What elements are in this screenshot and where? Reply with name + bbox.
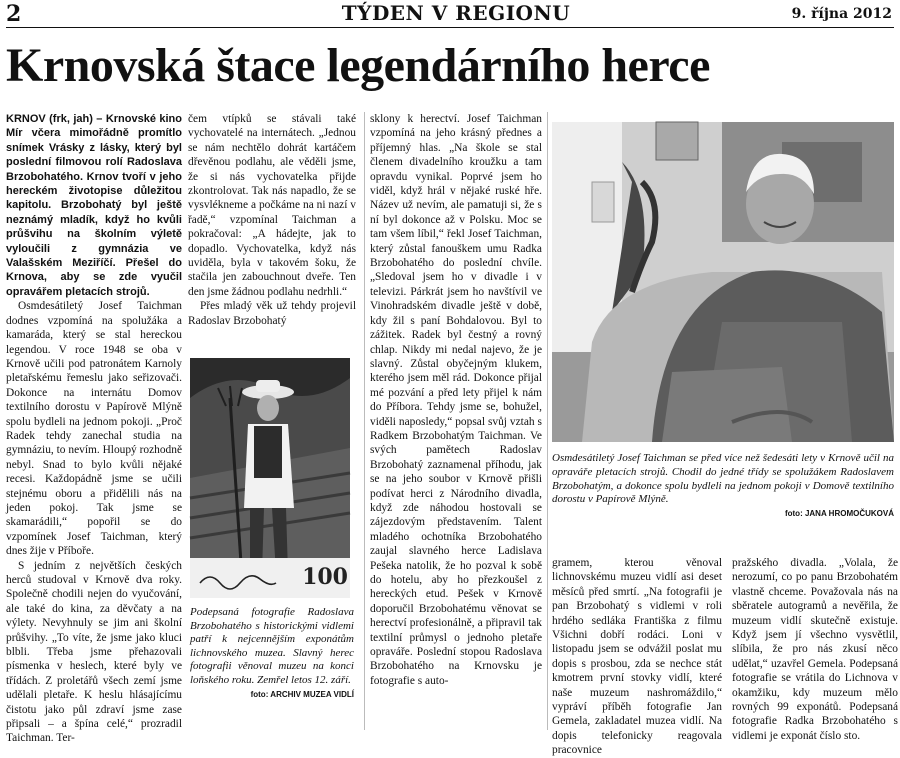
autographed-photo — [190, 358, 350, 598]
article-column-2 — [188, 112, 356, 352]
photo-actor-with-pitchfork — [190, 358, 350, 598]
article-paragraph: Osmdesátiletý Josef Taichman dodnes vzpomíná na spolužáka a kamaráda, který se stal hereckou legendou. V roce 1948 se oba v Krnově učili pod patronátem Karnoly pletařskému řemeslu jako seřizovači. Dokonce na internátu Domov textilního dorostu v Papírově Mlýně spolu bydleli na jednom pokoji. „Proč Radek tehdy zanechal studia na gymnáziu, to nevím. Hloupý rozhodně nebyl. Snad to bylo kvůli nějaké recesi. Každopádně jsme se učili stejnému oboru a přidělili nás na jeden pokoj. Tak jsme se skamarádili,“ popořil se do vzpomínek Josef Taichman, který dnes žije v Příboře. — [6, 300, 182, 558]
article-column-1 — [6, 112, 182, 745]
photo-caption — [552, 452, 894, 518]
portrait-photo — [552, 122, 894, 442]
photo-credit: foto: JANA HROMOČUKOVÁ — [784, 509, 894, 519]
caption-text: Osmdesátiletý Josef Taichman se před více než šedesáti lety v Krnově učil na opraváře pletacích strojů. Chodil do jedné třídy se spolužákem Radoslavem Brzobohatým, a dokonce spolu bydleli na jednom pokoji v Domově textilního dorostu v Papírově Mlýně. — [552, 452, 894, 506]
issue-date: 9. října 2012 — [791, 6, 892, 22]
photo-caption — [190, 606, 354, 699]
photo-elderly-man-in-armchair — [552, 122, 894, 442]
caption-text: Podepsaná fotografie Radoslava Brzobohatého s historickými vidlemi patří k nejcennějším exponátům lichnovského muzea. Slavný herec fotografii věnoval muzeu na konci loňského roku. Zemřel letos 12. září. — [190, 606, 354, 686]
article-column-5 — [732, 556, 898, 742]
article-paragraph: sklony k herectví. Josef Taichman vzpomíná na jeho krásný přednes a příjemný hlas. „Na škole se stal členem divadelního kroužku a tam opravdu vynikal. Poprvé jsem ho viděl, když hrál v nějaké ruské hře. Název už nevím, ale pamatuji si, že s ní byl dokonce až v Polsku. Moc se tam všem líbil,“ řekl Josef Taichman, který zůstal fanouškem umu Radka Brzobohatého do poslední chvíle. „Sledoval jsem ho v divadle i v televizi. Párkrát jsem ho navštívil ve Vinohradském divadle ještě v době, kdy žil s paní Bohdalovou. Byl to zážitek. Radek byl čestný a rovný chlap. Nikdy mi nedal najevo, že je slavný. Zůstal obyčejným klukem, kterého jsem měl rád. Dokonce přijal mé pozvání a před lety přijel k nám do Příbora. Tehdy jsme se, bohužel, viděli naposledy,“ popsal svůj vztah s Radkem Brzobohatým Taichman. Ve svých pamětech Radoslav Brzobohatý zaznamenal příhodu, jak se na jeho soubor v Krnově přišli podívat herci z Národního divadla, když zde náhodou hostovali se zájezdovým představením. Talent mladého ochotníka Brzobohatého zaujal slavného herce Ladislava Pešeka natolik, že ho pozval k sobě do hotelu, aby ho přezkoušel z hereckých etud. Pešek v Krnově doporučil Brzobohatému věnovat se herectví profesionálně, a připravil tak textilní průmysl o jednoho pletaře opraváře. Poslední stopou Radoslava Brzobohatého na Krnovsku je fotografie s auto- — [370, 113, 542, 687]
article-lead: KRNOV (frk, jah) – Krnovské kino Mír včera mimořádně promítlo snímek Vrásky z lásky, který byl poslední filmovou rolí Radoslava Brzobohatého. Krnov tvoří v jeho hereckém životopise důležitou kapitolu. Brzobohatý byl ještě neznámý mladík, když ho kvůli průšvihu na školním výletě vyloučili z gymnázia ve Valašském Meziříčí. Přešel do Krnova, aby se zde vyučil opravářem pletacích strojů. — [6, 113, 182, 298]
article-column-3 — [370, 112, 542, 734]
article-paragraph: Přes mladý věk už tehdy projevil Radoslav Brzobohatý — [188, 300, 356, 327]
article-paragraph: pražského divadla. „Volala, že nerozumí, co po panu Brzobohatém vlastně chceme. Považovala nás na sběratele autogramů a nevěřila, že muzeum vidlí skutečně existuje. Když jsem jí všechno vysvětlil, slíbila, že pro nás zkusí něco udělat,“ uzavřel Gemela. Podepsaná fotografie se vrátila do Lichnova v okamžiku, kdy muzeum mělo rovných 99 exponátů. Podepsaná fotografie Radka Brzobohatého s vidlemi je exponát číslo sto. — [732, 557, 898, 742]
article-paragraph: čem vtípků se stávali také vychovatelé na internátech. „Jednou se nám nechtělo dohrát kartáčem dřevěnou podlahu, ale věděli jsme, že si nás vychovatelka přijde zkontrolovat. Tak nás napadlo, že se vysvlékneme a počkáme na ni nazí v řadě,“ vzpomínal Taichman a pokračoval: „A hádejte, jak to dopadlo. Vychovatelka, když nás uviděla, byla v takovém šoku, že stačila jen zabouchnout dveře. Ten den jsme žádnou podlahu nedrhli.“ — [188, 113, 356, 298]
article-headline: Krnovská štace legendárního herce — [6, 39, 710, 92]
photo-number-overlay: 100 — [302, 564, 348, 590]
column-divider — [547, 112, 548, 730]
column-divider — [364, 112, 365, 730]
masthead-bar — [6, 1, 894, 28]
page-number: 2 — [6, 1, 22, 27]
article-paragraph: S jedním z největších českých herců studoval v Krnově dva roky. Společně chodili nejen do vyučování, ale také do kina, za děvčaty a na výlety. Nevyhnuly se jim ani školní průšvihy. „To víte, že jsme jako kluci blbli. Třeba jsme přehazovali písmenka v heslech, které byly ve třídách. Z proletářů všech zemí jsme udělali pletaře. K heslu hlásajícímu čistotu jako půl zdraví jsme zase připsali – a špína celé,“ prozradil Taichman. Ter- — [6, 559, 182, 745]
article-paragraph: gramem, kterou věnoval lichnovskému muzeu vidlí asi deset měsíců před smrtí. „Na fotografii je pan Brzobohatý s vidlemi v roli hrdého sedláka Františka z filmu Všichni dobří rodáci. Loni v listopadu jsem se odvážil poslat mu dopis s prosbou, zda se nechce stát kmotrem první stovky vidlí, které naše muzeum nashromáždilo,“ vypráví příběh fotografie Jan Gemela, zakladatel muzea vidlí. Na dopis telefonicky reagovala pracovnice — [552, 557, 722, 757]
photo-credit: foto: ARCHIV MUZEA VIDLÍ — [250, 689, 354, 699]
article-column-4 — [552, 556, 722, 757]
section-title: TÝDEN V REGIONU — [341, 1, 571, 25]
